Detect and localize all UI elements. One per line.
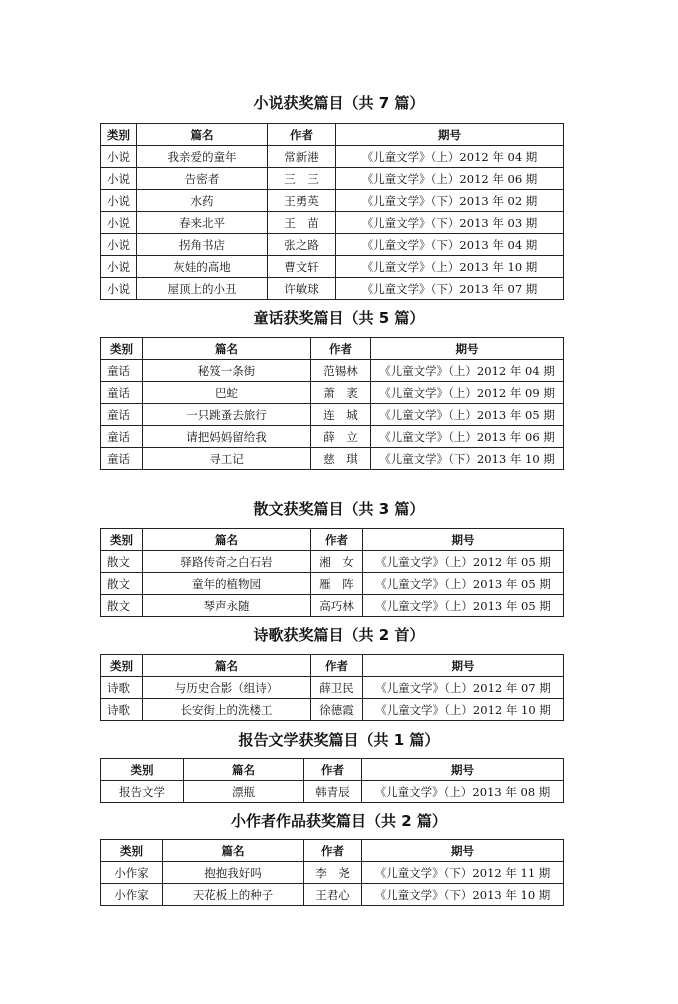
cell-author: 李 尧 bbox=[304, 862, 362, 884]
section-title: 小说获奖篇目（共 7 篇） bbox=[253, 94, 425, 112]
col-header-author: 作者 bbox=[268, 124, 336, 146]
cell-author: 张之路 bbox=[268, 234, 336, 256]
table-row bbox=[101, 862, 564, 884]
table-header-row bbox=[101, 840, 564, 862]
section-title: 童话获奖篇目（共 5 篇） bbox=[253, 309, 425, 327]
cell-author: 许敏球 bbox=[268, 278, 336, 300]
cell-category: 小说 bbox=[101, 168, 137, 190]
cell-issue: 《儿童文学》（下）2013 年 02 期 bbox=[336, 190, 564, 212]
col-header-issue: 期号 bbox=[363, 529, 564, 551]
award-table bbox=[100, 123, 564, 300]
cell-title: 漂瓶 bbox=[184, 781, 304, 803]
table-row bbox=[101, 781, 564, 803]
cell-author: 慈 琪 bbox=[311, 448, 371, 470]
cell-category: 小说 bbox=[101, 234, 137, 256]
cell-title: 灰娃的高地 bbox=[137, 256, 268, 278]
cell-category: 散文 bbox=[101, 551, 143, 573]
table-row bbox=[101, 382, 564, 404]
cell-title: 春来北平 bbox=[137, 212, 268, 234]
cell-category: 小说 bbox=[101, 190, 137, 212]
table-row bbox=[101, 699, 564, 721]
cell-title: 琴声永随 bbox=[143, 595, 311, 617]
cell-category: 小作家 bbox=[101, 862, 163, 884]
table-row bbox=[101, 404, 564, 426]
cell-category: 小说 bbox=[101, 146, 137, 168]
cell-title: 一只跳蚤去旅行 bbox=[143, 404, 311, 426]
table-row bbox=[101, 190, 564, 212]
table-row bbox=[101, 234, 564, 256]
table-row bbox=[101, 448, 564, 470]
cell-title: 请把妈妈留给我 bbox=[143, 426, 311, 448]
cell-author: 范锡林 bbox=[311, 360, 371, 382]
table-row bbox=[101, 146, 564, 168]
col-header-title: 篇名 bbox=[143, 655, 311, 677]
col-header-author: 作者 bbox=[304, 759, 362, 781]
cell-category: 散文 bbox=[101, 595, 143, 617]
cell-issue: 《儿童文学》（下）2013 年 04 期 bbox=[336, 234, 564, 256]
award-table bbox=[100, 337, 564, 470]
table-row bbox=[101, 573, 564, 595]
cell-title: 我亲爱的童年 bbox=[137, 146, 268, 168]
col-header-issue: 期号 bbox=[336, 124, 564, 146]
cell-author: 萧 袤 bbox=[311, 382, 371, 404]
section-title: 小作者作品获奖篇目（共 2 篇） bbox=[231, 812, 447, 830]
col-header-title: 篇名 bbox=[137, 124, 268, 146]
cell-category: 童话 bbox=[101, 426, 143, 448]
cell-author: 王 苗 bbox=[268, 212, 336, 234]
table-row bbox=[101, 884, 564, 906]
table-header-row bbox=[101, 655, 564, 677]
award-table bbox=[100, 654, 564, 721]
section-title: 散文获奖篇目（共 3 篇） bbox=[253, 500, 425, 518]
table-row bbox=[101, 595, 564, 617]
table-row bbox=[101, 278, 564, 300]
cell-issue: 《儿童文学》（上）2012 年 10 期 bbox=[363, 699, 564, 721]
cell-title: 拐角书店 bbox=[137, 234, 268, 256]
cell-issue: 《儿童文学》（下）2013 年 10 期 bbox=[362, 884, 564, 906]
table-header-row bbox=[101, 759, 564, 781]
award-table bbox=[100, 839, 564, 906]
cell-category: 童话 bbox=[101, 382, 143, 404]
cell-title: 寻工记 bbox=[143, 448, 311, 470]
col-header-issue: 期号 bbox=[371, 338, 564, 360]
cell-author: 曹文轩 bbox=[268, 256, 336, 278]
cell-category: 童话 bbox=[101, 360, 143, 382]
col-header-title: 篇名 bbox=[143, 338, 311, 360]
cell-issue: 《儿童文学》（上）2013 年 06 期 bbox=[371, 426, 564, 448]
award-table bbox=[100, 758, 564, 803]
cell-category: 小作家 bbox=[101, 884, 163, 906]
col-header-category: 类别 bbox=[101, 338, 143, 360]
cell-category: 小说 bbox=[101, 256, 137, 278]
table-row bbox=[101, 551, 564, 573]
award-table bbox=[100, 528, 564, 617]
cell-title: 水药 bbox=[137, 190, 268, 212]
col-header-category: 类别 bbox=[101, 655, 143, 677]
cell-title: 天花板上的种子 bbox=[163, 884, 304, 906]
col-header-author: 作者 bbox=[311, 655, 363, 677]
cell-author: 徐德霞 bbox=[311, 699, 363, 721]
cell-author: 连 城 bbox=[311, 404, 371, 426]
cell-author: 王勇英 bbox=[268, 190, 336, 212]
cell-issue: 《儿童文学》（上）2012 年 05 期 bbox=[363, 551, 564, 573]
cell-category: 小说 bbox=[101, 278, 137, 300]
cell-category: 小说 bbox=[101, 212, 137, 234]
col-header-category: 类别 bbox=[101, 529, 143, 551]
cell-issue: 《儿童文学》（下）2013 年 10 期 bbox=[371, 448, 564, 470]
col-header-category: 类别 bbox=[101, 124, 137, 146]
cell-title: 长安街上的洗楼工 bbox=[143, 699, 311, 721]
col-header-author: 作者 bbox=[311, 338, 371, 360]
cell-category: 童话 bbox=[101, 448, 143, 470]
col-header-title: 篇名 bbox=[163, 840, 304, 862]
col-header-category: 类别 bbox=[101, 759, 184, 781]
col-header-category: 类别 bbox=[101, 840, 163, 862]
table-header-row bbox=[101, 529, 564, 551]
col-header-issue: 期号 bbox=[362, 759, 564, 781]
cell-category: 诗歌 bbox=[101, 699, 143, 721]
table-row bbox=[101, 360, 564, 382]
col-header-author: 作者 bbox=[304, 840, 362, 862]
cell-title: 驿路传奇之白石岩 bbox=[143, 551, 311, 573]
table-header-row bbox=[101, 124, 564, 146]
cell-author: 薛 立 bbox=[311, 426, 371, 448]
cell-issue: 《儿童文学》（上）2012 年 04 期 bbox=[371, 360, 564, 382]
cell-issue: 《儿童文学》（上）2013 年 08 期 bbox=[362, 781, 564, 803]
col-header-issue: 期号 bbox=[363, 655, 564, 677]
col-header-issue: 期号 bbox=[362, 840, 564, 862]
cell-author: 高巧林 bbox=[311, 595, 363, 617]
cell-title: 告密者 bbox=[137, 168, 268, 190]
cell-issue: 《儿童文学》（上）2012 年 04 期 bbox=[336, 146, 564, 168]
cell-issue: 《儿童文学》（上）2013 年 05 期 bbox=[363, 595, 564, 617]
table-header-row bbox=[101, 338, 564, 360]
cell-author: 三 三 bbox=[268, 168, 336, 190]
cell-issue: 《儿童文学》（上）2013 年 05 期 bbox=[371, 404, 564, 426]
cell-author: 王君心 bbox=[304, 884, 362, 906]
cell-issue: 《儿童文学》（上）2012 年 06 期 bbox=[336, 168, 564, 190]
table-row bbox=[101, 256, 564, 278]
section-title: 诗歌获奖篇目（共 2 首） bbox=[253, 626, 425, 644]
section-title: 报告文学获奖篇目（共 1 篇） bbox=[238, 731, 440, 749]
cell-issue: 《儿童文学》（下）2013 年 03 期 bbox=[336, 212, 564, 234]
cell-issue: 《儿童文学》（上）2013 年 05 期 bbox=[363, 573, 564, 595]
cell-category: 散文 bbox=[101, 573, 143, 595]
cell-category: 诗歌 bbox=[101, 677, 143, 699]
cell-author: 薛卫民 bbox=[311, 677, 363, 699]
table-row bbox=[101, 168, 564, 190]
cell-author: 湘 女 bbox=[311, 551, 363, 573]
cell-title: 秘笈一条街 bbox=[143, 360, 311, 382]
table-row bbox=[101, 677, 564, 699]
cell-issue: 《儿童文学》（上）2012 年 07 期 bbox=[363, 677, 564, 699]
cell-author: 雁 阵 bbox=[311, 573, 363, 595]
cell-title: 屋顶上的小丑 bbox=[137, 278, 268, 300]
cell-author: 韩青辰 bbox=[304, 781, 362, 803]
cell-author: 常新港 bbox=[268, 146, 336, 168]
cell-issue: 《儿童文学》（上）2012 年 09 期 bbox=[371, 382, 564, 404]
cell-title: 巴蛇 bbox=[143, 382, 311, 404]
cell-title: 抱抱我好吗 bbox=[163, 862, 304, 884]
table-row bbox=[101, 212, 564, 234]
table-row bbox=[101, 426, 564, 448]
cell-title: 童年的植物园 bbox=[143, 573, 311, 595]
col-header-title: 篇名 bbox=[143, 529, 311, 551]
cell-issue: 《儿童文学》（下）2012 年 11 期 bbox=[362, 862, 564, 884]
cell-category: 报告文学 bbox=[101, 781, 184, 803]
cell-issue: 《儿童文学》（下）2013 年 07 期 bbox=[336, 278, 564, 300]
cell-category: 童话 bbox=[101, 404, 143, 426]
col-header-author: 作者 bbox=[311, 529, 363, 551]
cell-issue: 《儿童文学》（上）2013 年 10 期 bbox=[336, 256, 564, 278]
col-header-title: 篇名 bbox=[184, 759, 304, 781]
cell-title: 与历史合影（组诗） bbox=[143, 677, 311, 699]
